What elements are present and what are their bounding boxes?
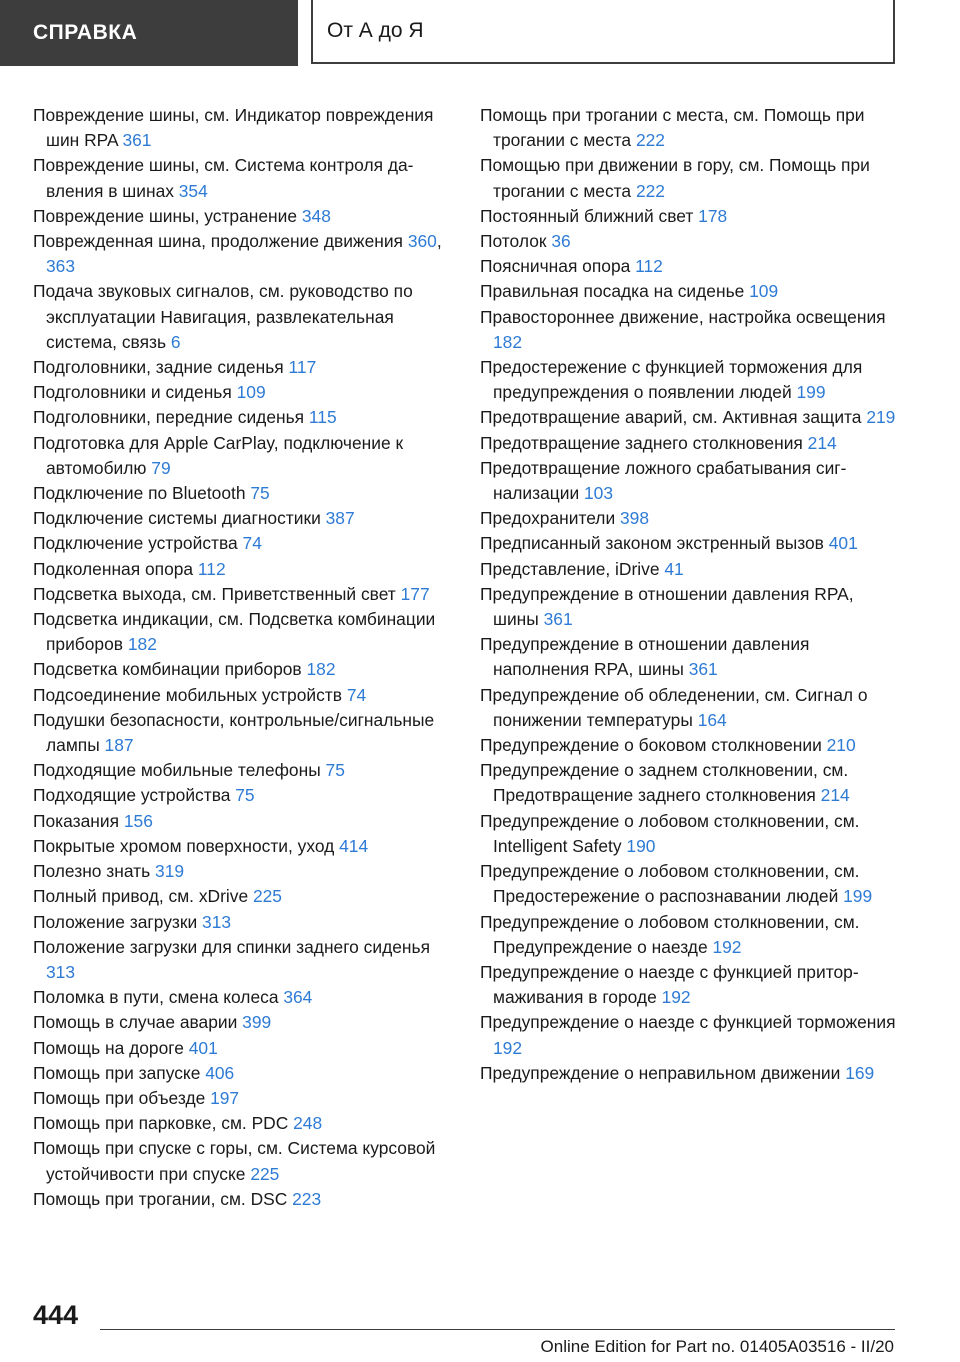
index-term: Подколенная опора [33,558,198,579]
index-term: Подключение устройства [33,533,243,554]
index-term: Подушки безопасности, контрольные/сигнальные лампы [33,709,435,756]
index-entry [480,229,900,254]
page-link[interactable]: 6 [170,331,181,352]
page-link[interactable]: 36 [551,231,571,252]
index-entry [33,657,458,682]
index-term: Предупреждение о боковом столкновении [480,735,827,756]
index-entry [480,910,900,960]
page-link[interactable]: 182 [127,634,157,655]
index-entry [480,531,900,556]
page-link[interactable]: 354 [178,180,208,201]
page-link[interactable]: 313 [46,961,76,982]
index-term: Подготовка для Apple CarPlay, подключение к автомобилю [33,432,404,478]
index-entry [33,103,458,153]
index-term: Предупреждение о заднем столкновении, см. Предотвращение заднего столкновения [480,760,849,806]
index-term: Поясничная опора [480,256,636,277]
index-term: Поврежденная шина, продолжение движения [33,231,408,252]
index-entry [33,380,458,405]
page-link[interactable]: 363 [46,256,76,277]
index-entry [480,582,900,632]
index-entry [33,758,458,783]
index-term: Правостороннее движение, настройка освещения [480,306,886,327]
page-link[interactable]: 222 [635,130,665,151]
index-term: Постоянный ближний свет [480,205,699,226]
page-link[interactable]: 223 [292,1188,322,1209]
page-link[interactable]: 192 [712,936,742,957]
index-entry [33,910,458,935]
page-link[interactable]: 117 [288,357,317,378]
page-link[interactable]: 222 [635,180,665,201]
page-link[interactable]: 109 [749,281,779,302]
page-link[interactable]: 75 [250,483,270,504]
index-entry [480,305,900,355]
page-link[interactable]: 197 [210,1087,240,1108]
page-link[interactable]: 401 [188,1037,218,1058]
page-link[interactable]: 103 [584,483,614,504]
index-entry [480,456,900,506]
page-link[interactable]: 156 [123,810,153,831]
index-entry [480,103,900,153]
index-term: Помощь при трогании, см. DSC [33,1188,293,1209]
index-term: Помощь при запуске [33,1062,206,1083]
index-entry [480,632,900,682]
index-entry [480,204,900,229]
index-term: Предохранители [480,508,620,529]
page-link[interactable]: 225 [250,1163,280,1184]
index-entry [33,935,458,985]
index-term: Повреждение шины, см. Система контроля давления в шинах [33,155,414,201]
page-link[interactable]: 313 [202,911,232,932]
index-entry [480,960,900,1010]
page-link[interactable]: 348 [301,205,331,226]
edition-text: Online Edition for Part no. 01405A03516 - II/20 [540,1337,894,1356]
index-term: Полезно знать [33,861,156,882]
index-entry [33,1061,458,1086]
index-term: Положение загрузки для спинки заднего сиденья [33,936,430,957]
section-tab[interactable]: СПРАВКА [0,0,298,66]
index-term: Подключение системы диагностики [33,508,326,529]
index-entry [33,481,458,506]
index-term: Подсветка индикации, см. Подсветка комбинации приборов [33,609,436,655]
index-entry [480,153,900,203]
page-header [0,0,960,66]
index-entry [33,607,458,657]
index-term: Предупреждение об обледенении, см. Сигнал о понижении температуры [480,684,868,730]
page-link[interactable]: 361 [688,659,718,680]
page-link[interactable]: 387 [325,508,355,529]
page-separator: , [436,231,442,252]
index-entry [33,985,458,1010]
page-link[interactable]: 364 [283,987,313,1008]
index-term: Показания [33,810,124,831]
index-entry [33,834,458,859]
index-entry [480,431,900,456]
index-term: Подголовники, передние сиденья [33,407,309,428]
page-link[interactable]: 178 [698,205,728,226]
index-entry [33,809,458,834]
index-entry [480,733,900,758]
index-term: Предотвращение заднего столкновения [480,432,808,453]
index-term: Представление, iDrive [480,558,665,579]
page-link[interactable]: 182 [306,659,336,680]
index-term: Потолок [480,231,552,252]
index-entry [480,1061,900,1086]
page-link[interactable]: 399 [242,1012,272,1033]
index-entry [33,355,458,380]
page-link[interactable]: 112 [197,558,226,579]
index-entry [33,1136,458,1186]
page-link[interactable]: 164 [697,709,727,730]
page-footer [0,1290,960,1362]
page-link[interactable]: 219 [866,407,896,428]
index-term: Помощь при объезде [33,1087,211,1108]
index-term: Предписанный законом экстренный вызов [480,533,829,554]
index-entry [33,431,458,481]
page-link[interactable]: 190 [626,835,656,856]
page-link[interactable]: 248 [293,1113,323,1134]
index-term: Подсветка выхода, см. Приветственный свет [33,583,401,604]
index-entry [33,531,458,556]
index-term: Предупреждение о неправильном движении [480,1062,846,1083]
index-term: Покрытые хромом поверхности, уход [33,835,340,856]
index-entry [480,405,900,430]
index-term: Помощь в случае аварии [33,1012,243,1033]
index-entry [33,1010,458,1035]
page-link[interactable]: 79 [151,457,171,478]
index-term: Правильная посадка на сиденье [480,281,750,302]
index-term: Помощь на дороге [33,1037,189,1058]
page-link[interactable]: 406 [205,1062,235,1083]
page-link[interactable]: 414 [339,835,369,856]
page-link[interactable]: 74 [242,533,262,554]
index-term: Поломка в пути, смена колеса [33,987,284,1008]
index-term: Предотвращение ложного срабатывания сигнализации [480,457,847,504]
page-link[interactable]: 401 [828,533,858,554]
page-link[interactable]: 199 [843,886,873,907]
index-term: Предупреждение о лобовом столкновении, см. Предупреждение о наезде [480,911,860,957]
index-term: Помощь при спуске с горы, см. Система курсовой устойчивости при спуске [33,1138,436,1184]
page-link[interactable]: 360 [407,231,437,252]
index-entry [33,557,458,582]
page-link[interactable]: 214 [820,785,850,806]
page-link[interactable]: 109 [236,382,266,403]
chapter-tab[interactable]: От А до Я [311,0,895,64]
index-entry [480,809,900,859]
index-entry [480,355,900,405]
page-link[interactable]: 225 [252,886,282,907]
index-term: Предупреждение о наезде с функцией торможения [480,1012,896,1033]
index-term: Подсветка комбинации приборов [33,659,307,680]
index-entry [33,884,458,909]
footer-divider [100,1329,895,1330]
page-link[interactable]: 75 [235,785,255,806]
index-term: Подходящие устройства [33,785,236,806]
index-entry [33,153,458,203]
index-term: Повреждение шины, см. Индикатор повреждения шин RPA [33,105,434,151]
page-link[interactable]: 398 [620,508,650,529]
page-link[interactable]: 319 [155,861,185,882]
index-entry [33,1187,458,1212]
index-term: Подголовники и сиденья [33,382,237,403]
index-term: Предупреждение о лобовом столкновении, см. Предостережение о распознавании людей [480,861,860,907]
index-term: Предостережение с функцией торможения для предупреждения о появлении людей [480,357,863,403]
index-entry [33,708,458,758]
index-entry [33,279,458,355]
index-term: Предупреждение в отношении давления RPA, шины [480,583,854,630]
page-link[interactable]: 169 [845,1062,875,1083]
index-term: Помощью при движении в гору, см. Помощь при трогании с места [480,155,870,201]
page-link[interactable]: 199 [796,382,826,403]
index-term: Предупреждение в отношении давления наполнения RPA, шины [480,634,810,680]
index-term: Помощь при парковке, см. PDC [33,1113,294,1134]
index-entry [33,783,458,808]
edition-info [541,1337,894,1357]
page-link[interactable]: 41 [664,558,684,579]
index-term: Повреждение шины, устранение [33,205,302,226]
page-link[interactable]: 182 [493,331,523,352]
index-entry [480,1010,900,1060]
page-link[interactable]: 112 [635,256,663,277]
index-entry [33,582,458,607]
index-term: Подходящие мобильные телефоны [33,760,326,781]
page-link[interactable]: 75 [325,760,345,781]
index-entry [33,1036,458,1061]
index-entry [33,683,458,708]
index-entry [33,204,458,229]
page-link[interactable]: 187 [104,735,134,756]
page-link[interactable]: 115 [308,407,337,428]
index-entry [33,229,458,279]
index-term: Подключение по Bluetooth [33,483,251,504]
index-entry [480,506,900,531]
index-entry [480,557,900,582]
page-link[interactable]: 192 [493,1037,523,1058]
index-column-right [480,103,900,1086]
index-entry [480,683,900,733]
index-entry [33,506,458,531]
index-entry [480,859,900,909]
page-link[interactable]: 361 [543,609,573,630]
index-term: Предупреждение о наезде с функцией притормаживания в городе [480,961,859,1008]
index-term: Подача звуковых сигналов, см. руководство по эксплуатации Навигация, развлекательная система, связь [33,281,413,352]
page-link[interactable]: 192 [661,987,691,1008]
page-link[interactable]: 214 [807,432,837,453]
index-column-left [33,103,458,1212]
index-term: Подсоединение мобильных устройств [33,684,347,705]
index-entry [33,859,458,884]
index-entry [33,1111,458,1136]
index-entry [33,405,458,430]
page-link[interactable]: 210 [826,735,856,756]
page-link[interactable]: 74 [346,684,367,705]
index-term: Полный привод, см. xDrive [33,886,253,907]
page-number: 444 [33,1300,79,1330]
index-term: Предотвращение аварий, см. Активная защита [480,407,867,428]
index-entry [480,279,900,304]
index-entry [480,254,900,279]
page-link[interactable]: 177 [400,583,430,604]
index-entry [33,1086,458,1111]
index-term: Помощь при трогании с места, см. Помощь при трогании с места [480,105,865,151]
page-link[interactable]: 361 [122,130,152,151]
index-term: Положение загрузки [33,911,203,932]
index-term: Подголовники, задние сиденья [33,357,289,378]
index-entry [480,758,900,808]
index-term: Предупреждение о лобовом столкновении, см. Intelligent Safety [480,810,860,856]
